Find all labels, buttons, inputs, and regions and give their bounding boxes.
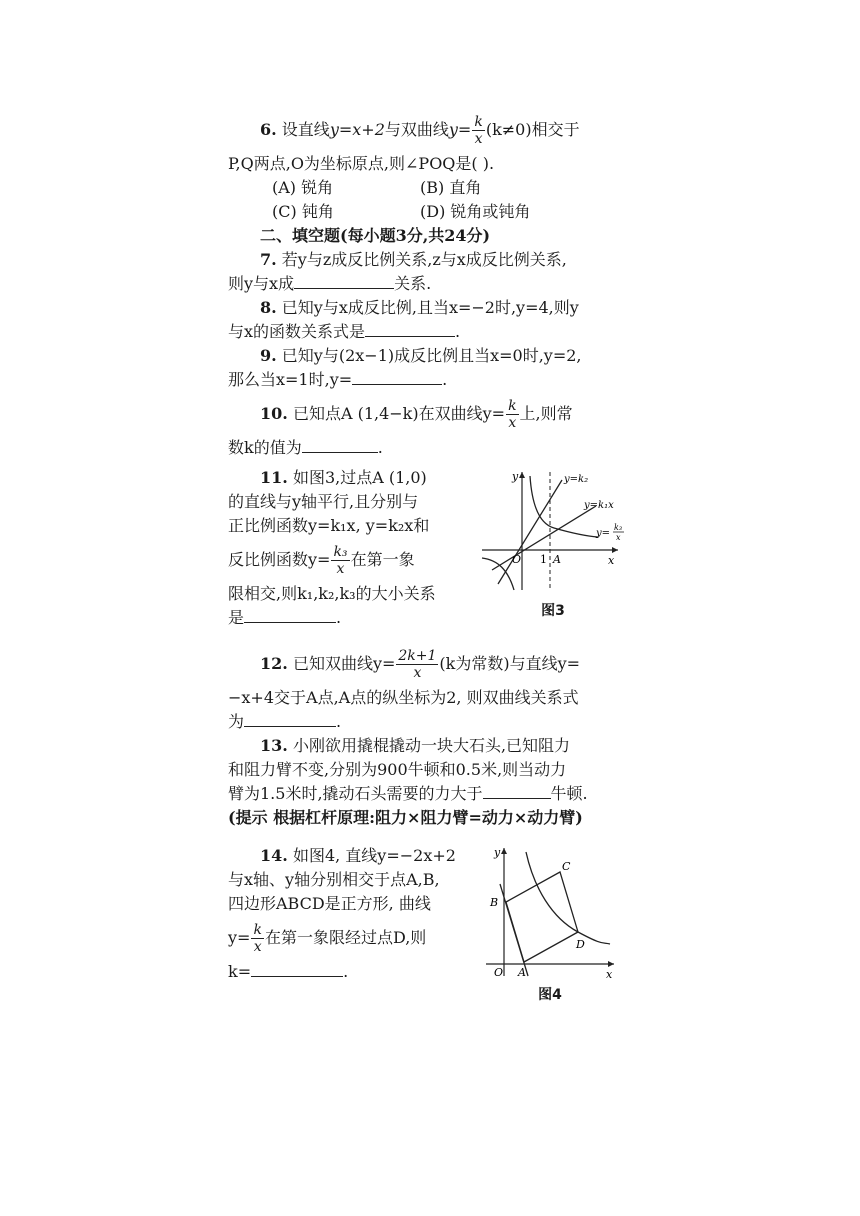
q6-options-row1 [228, 176, 628, 200]
q6-line1 [228, 108, 628, 152]
q9-line1 [228, 344, 628, 368]
q6-number: 6. [260, 120, 277, 139]
fig4-x-label: x [606, 968, 613, 980]
q10-line1 [228, 392, 628, 436]
q14-fraction [251, 922, 263, 955]
q13-line2: 和阻力臂不变,分别为900牛顿和0.5米,则当动力 [228, 760, 567, 779]
q11-text6a: 是 [228, 608, 245, 627]
q13-answer-blank[interactable] [483, 782, 551, 799]
fig3-a-label: A [553, 553, 561, 566]
q11-line1 [228, 466, 470, 490]
q11-line4 [228, 538, 470, 582]
q6-option-a: (A) 锐角 [272, 178, 334, 197]
q11-text4b: 在第一象 [350, 550, 415, 569]
q13-text1: 小刚欲用撬棍撬动一块大石头,已知阻力 [292, 736, 571, 755]
figure-3-graph [478, 466, 628, 596]
q14-text [228, 844, 480, 1004]
q7-answer-blank[interactable] [294, 272, 394, 289]
q11-number: 11. [260, 468, 288, 487]
q7-text2a: 则y与x成 [228, 274, 295, 293]
fig4-b-label: B [490, 896, 499, 909]
fig4-y-arrow-icon [501, 848, 507, 854]
q11-line6 [228, 606, 470, 630]
fig3-label-k3-num: k₃ [614, 523, 623, 532]
q7-number: 7. [260, 250, 277, 269]
q10-text2a: 数k的值为 [228, 438, 302, 457]
q11-answer-blank[interactable] [244, 606, 336, 623]
q10-frac-num: k [508, 398, 517, 414]
q7-line2 [228, 272, 628, 296]
q13-line3 [228, 782, 628, 806]
q8-answer-blank[interactable] [365, 320, 455, 337]
q7-line1 [228, 248, 628, 272]
q8-text2a: 与x的函数关系式是 [228, 322, 366, 341]
q13-text3a: 臂为1.5米时,撬动石头需要的力大于 [228, 784, 483, 803]
q14-text4a: y= [228, 928, 251, 947]
q11-text6b: . [336, 608, 342, 627]
q6-frac-den: x [474, 131, 483, 147]
q8-text2b: . [455, 322, 461, 341]
q14-line3: 四边形ABCD是正方形, 曲线 [228, 894, 431, 913]
q8-line2 [228, 320, 628, 344]
q14-text1: 如图4, 直线y=−2x+2 [292, 846, 456, 865]
q10-text-a: 已知点A (1,4−k)在双曲线y= [292, 404, 506, 423]
q11-text1: 如图3,过点A (1,0) [292, 468, 427, 487]
q10-frac-den: x [508, 415, 517, 431]
q8-line1 [228, 296, 628, 320]
q12-fraction [396, 648, 438, 681]
worksheet [228, 108, 628, 1004]
q9-text2a: 那么当x=1时,y= [228, 370, 353, 389]
q14-line1 [228, 844, 480, 868]
q9-answer-blank[interactable] [352, 368, 442, 385]
q10-number: 10. [260, 404, 288, 423]
q14-frac-den: x [253, 939, 262, 955]
figure-4-caption: 图4 [538, 987, 562, 1003]
fig3-label-k3-den: x [616, 533, 621, 542]
q9-text1: 已知y与(2x−1)成反比例且当x=0时,y=2, [281, 346, 582, 365]
q7-text1: 若y与z成反比例关系,z与x成反比例关系, [281, 250, 567, 269]
fig3-y-arrow-icon [519, 472, 525, 478]
q14-answer-blank[interactable] [251, 960, 343, 977]
q14-line4 [228, 916, 480, 960]
fig4-x-arrow-icon [608, 961, 614, 967]
fig3-label-k3: y= [596, 528, 611, 539]
q11-text4a: 反比例函数y= [228, 550, 331, 569]
fig4-d-label: D [576, 938, 585, 951]
q7-text2b: 关系. [394, 274, 432, 293]
fig4-c-label: C [562, 860, 571, 873]
fig3-hyperbola-q3 [482, 558, 514, 590]
q13-hint: (提示 根据杠杆原理:阻力×阻力臂=动力×动力臂) [228, 808, 583, 827]
q12-text3b: . [336, 712, 342, 731]
fig4-square [506, 872, 578, 962]
q6-frac-num: k [474, 114, 483, 130]
q11-fraction [331, 544, 349, 577]
q12-text3a: 为 [228, 712, 245, 731]
fig3-x-arrow-icon [612, 547, 618, 553]
q12-frac-den: x [413, 665, 422, 681]
fig4-a-label: A [518, 966, 526, 979]
q14-line2: 与x轴、y轴分别相交于点A,B, [228, 870, 440, 889]
q11-frac-den: x [336, 561, 345, 577]
q11-text [228, 466, 470, 630]
q14-text5a: k= [228, 962, 252, 981]
q11-line3: 正比例函数y=k₁x, y=k₂x和 [228, 516, 430, 535]
q13-line1 [228, 734, 628, 758]
fig3-label-k1: y=k₁x [584, 500, 614, 511]
fig3-origin-label: O [512, 553, 522, 566]
q6-fraction [472, 114, 484, 147]
figure-4 [482, 844, 618, 1004]
q6-text-a: 设直线 [281, 120, 330, 139]
q6-line-eq: y=x+2 [329, 120, 385, 139]
q6-text-b: 与双曲线 [384, 120, 449, 139]
q14-block [228, 844, 628, 1004]
fig4-origin-label: O [494, 966, 504, 979]
q10-line2 [228, 436, 628, 460]
q11-line5: 限相交,则k₁,k₂,k₃的大小关系 [228, 584, 436, 603]
q13-number: 13. [260, 736, 288, 755]
q10-text2b: . [377, 438, 383, 457]
q6-option-b: (B) 直角 [420, 178, 482, 197]
q6-options-row2 [228, 200, 628, 224]
fig4-y-label: y [494, 846, 501, 859]
q14-text4b: 在第一象限经过点D,则 [264, 928, 427, 947]
section-title: 二、填空题(每小题3分,共24分) [260, 226, 491, 245]
q12-line2: −x+4交于A点,A点的纵坐标为2, 则双曲线关系式 [228, 688, 579, 707]
fig3-line-k2 [498, 480, 562, 584]
q6-line2: P,Q两点,O为坐标原点,则∠POQ是( ). [228, 154, 495, 173]
q12-text-b: (k为常数)与直线y= [439, 654, 581, 673]
q13-text3b: 牛顿. [550, 784, 588, 803]
q10-text-b: 上,则常 [519, 404, 573, 423]
q9-text2b: . [442, 370, 448, 389]
q10-answer-blank[interactable] [302, 436, 378, 453]
q6-y-eq: y= [448, 120, 472, 139]
q11-block [228, 466, 628, 630]
q6-option-d: (D) 锐角或钝角 [420, 202, 531, 221]
q12-frac-num: 2k+1 [398, 648, 437, 664]
q9-line2 [228, 368, 628, 392]
q6-option-c: (C) 钝角 [272, 202, 334, 221]
q6-text-c: (k≠0)相交于 [485, 120, 580, 139]
figure-3 [478, 466, 628, 630]
fig3-label-k2: y=k₂ [564, 474, 589, 485]
q14-line5 [228, 960, 480, 984]
q8-number: 8. [260, 298, 277, 317]
q12-line1 [228, 642, 628, 686]
q10-fraction [506, 398, 518, 431]
q14-frac-num: k [253, 922, 262, 938]
fig3-y-label: y [512, 470, 519, 483]
fig3-x-label: x [608, 554, 615, 567]
q14-number: 14. [260, 846, 288, 865]
q11-frac-num: k₃ [333, 544, 348, 560]
q9-number: 9. [260, 346, 277, 365]
figure-4-graph [482, 844, 618, 980]
q14-text5b: . [343, 962, 349, 981]
q12-text-a: 已知双曲线y= [292, 654, 396, 673]
figure-3-caption: 图3 [541, 603, 565, 619]
q8-text1: 已知y与x成反比例,且当x=−2时,y=4,则y [281, 298, 579, 317]
q12-answer-blank[interactable] [244, 710, 336, 727]
fig3-one-label: 1 [540, 553, 547, 566]
q12-number: 12. [260, 654, 288, 673]
q11-line2: 的直线与y轴平行,且分别与 [228, 492, 419, 511]
q12-line3 [228, 710, 628, 734]
